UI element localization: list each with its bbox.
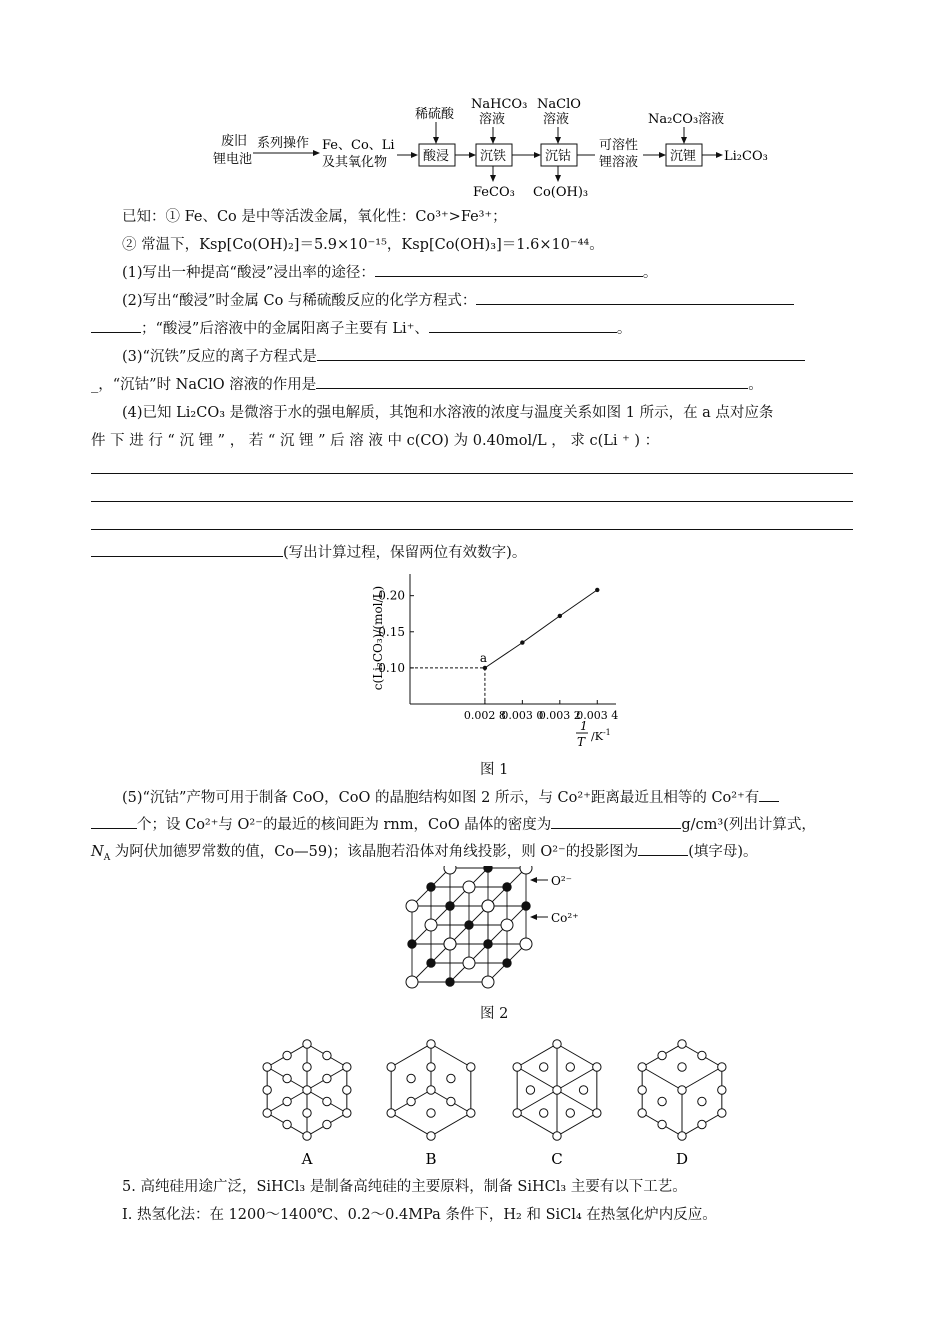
projected-oxide-ion (323, 1120, 331, 1128)
cobalt-ion (446, 902, 454, 910)
question-3a: (3)“沉铁”反应的离子方程式是 (122, 346, 890, 368)
projected-oxide-ion (427, 1063, 435, 1071)
oxide-ion (482, 900, 494, 912)
projected-oxide-ion (407, 1074, 415, 1082)
cobalt-ion (465, 921, 473, 929)
x-tick-label: 0.002 8 (463, 709, 506, 722)
projected-oxide-ion (553, 1040, 561, 1048)
answer-line-4-3[interactable] (91, 529, 853, 530)
answer-blank-3b[interactable] (316, 374, 748, 389)
projected-oxide-ion (303, 1086, 311, 1094)
projected-oxide-ion (638, 1086, 646, 1094)
answer-blank-2b[interactable] (91, 318, 141, 333)
flow-out3: Co(OH)₃ (533, 185, 589, 200)
question-2a: (2)写出“酸浸”时金属 Co 与稀硫酸反应的化学方程式： (122, 290, 890, 312)
known-2: ② 常温下，Ksp[Co(OH)₂]＝5.9×10⁻¹⁵，Ksp[Co(OH)₃]＝1.6×10⁻⁴⁴。 (122, 237, 604, 253)
question-3b: _，“沉钴”时 NaClO 溶液的作用是 。 (91, 374, 859, 396)
y-tick-label: 0.10 (378, 660, 405, 675)
figure-2-crystal-cell (400, 866, 590, 996)
data-point (595, 588, 599, 592)
projected-oxide-ion (427, 1040, 435, 1048)
known-1: 已知：① Fe、Co 是中等活泼金属，氧化性：Co³⁺>Fe³⁺； (122, 209, 507, 225)
projected-oxide-ion (323, 1074, 331, 1082)
cobalt-ion (408, 940, 416, 948)
answer-line-4-2[interactable] (91, 501, 853, 502)
answer-blank-2c[interactable] (429, 318, 617, 333)
flow-op-label: 系列操作 (257, 136, 310, 151)
flow-material-line2: 及其氧化物 (322, 155, 388, 170)
projected-oxide-ion (513, 1063, 521, 1071)
projected-oxide-ion (678, 1063, 686, 1071)
flow-start-line1: 废旧 (221, 134, 248, 149)
projected-oxide-ion (263, 1063, 271, 1071)
svg-text:T: T (577, 735, 586, 749)
projected-oxide-ion (343, 1086, 351, 1094)
projected-oxide-ion (283, 1120, 291, 1128)
question-5b: 个；设 Co²⁺与 O²⁻的最近的核间距为 rnm，CoO 晶体的密度为 g/cm³(列出计算式， (91, 814, 859, 836)
figure-1-caption: 图 1 (480, 762, 509, 778)
question-5a: (5)“沉钴”产物可用于制备 CoO，CoO 的晶胞结构如图 2 所示，与 Co²⁺距离最近且相等的 Co²⁺有 (122, 787, 890, 809)
projected-oxide-ion (553, 1132, 561, 1140)
label-cobalt: Co²⁺ (551, 911, 579, 925)
x-axis-label (576, 719, 611, 749)
question-4-tail: (写出计算过程，保留两位有效数字)。 (91, 542, 859, 564)
answer-blank-5c[interactable] (551, 814, 681, 829)
oxide-ion (406, 976, 418, 988)
question-1: (1)写出一种提高“酸浸”浸出率的途径： 。 (122, 262, 890, 284)
projected-oxide-ion (283, 1051, 291, 1059)
projected-oxide-ion (678, 1132, 686, 1140)
figure-1-chart (360, 566, 630, 756)
flow-reagent1: 稀硫酸 (415, 107, 455, 122)
projected-oxide-ion (447, 1074, 455, 1082)
cobalt-ion (522, 902, 530, 910)
problem-5-part1: Ⅰ. 热氢化法：在 1200～1400℃、0.2～0.4MPa 条件下，H₂ 和 SiCl₄ 在热氢化炉内反应。 (122, 1207, 717, 1223)
projected-oxide-ion (467, 1063, 475, 1071)
flow-reagent3-line1: NaClO (537, 97, 581, 112)
projection-options (250, 1034, 750, 1169)
projected-oxide-ion (263, 1109, 271, 1117)
flow-reagent2-line1: NaHCO₃ (471, 97, 528, 112)
projected-oxide-ion (698, 1097, 706, 1105)
answer-blank-3a[interactable] (317, 346, 805, 361)
projected-oxide-ion (658, 1097, 666, 1105)
option-c-label[interactable]: C (551, 1150, 563, 1168)
projected-oxide-ion (407, 1097, 415, 1105)
x-tick-label: 0.003 0 (501, 709, 544, 722)
projected-oxide-ion (513, 1109, 521, 1117)
flow-product: Li₂CO₃ (724, 149, 768, 164)
projected-oxide-ion (658, 1051, 666, 1059)
projected-oxide-ion (427, 1109, 435, 1117)
oxide-ion (463, 881, 475, 893)
projected-oxide-ion (698, 1051, 706, 1059)
oxide-ion (406, 900, 418, 912)
projected-oxide-ion (540, 1109, 548, 1117)
projected-oxide-ion (638, 1109, 646, 1117)
projected-oxide-ion (593, 1063, 601, 1071)
flow-mid-line2: 锂溶液 (599, 155, 639, 170)
flow-box1-label: 酸浸 (423, 149, 450, 164)
oxide-ion (482, 976, 494, 988)
data-point (558, 614, 562, 618)
projected-oxide-ion (678, 1086, 686, 1094)
option-a-label[interactable]: A (301, 1150, 313, 1168)
projected-oxide-ion (343, 1109, 351, 1117)
projected-oxide-ion (553, 1086, 561, 1094)
cobalt-ion (503, 883, 511, 891)
flow-reagent3-line2: 溶液 (543, 112, 570, 127)
projected-oxide-ion (579, 1086, 587, 1094)
option-b-label[interactable]: B (425, 1150, 437, 1168)
projected-oxide-ion (283, 1074, 291, 1082)
flow-out2: FeCO₃ (473, 185, 515, 200)
oxide-ion (501, 919, 513, 931)
projected-oxide-ion (387, 1109, 395, 1117)
projected-oxide-ion (303, 1040, 311, 1048)
flow-material-line1: Fe、Co、Li (322, 138, 395, 153)
answer-blank-1[interactable] (375, 262, 643, 277)
data-point (483, 666, 487, 670)
oxide-ion (520, 938, 532, 950)
flow-reagent4: Na₂CO₃溶液 (648, 112, 725, 127)
projected-oxide-ion (566, 1109, 574, 1117)
cobalt-ion (484, 866, 492, 872)
series-line (485, 590, 597, 668)
flow-start-line2: 锂电池 (213, 152, 253, 167)
oxide-ion (444, 938, 456, 950)
projected-oxide-ion (718, 1086, 726, 1094)
projected-oxide-ion (718, 1109, 726, 1117)
answer-blank-5d[interactable] (638, 841, 688, 856)
cobalt-ion (503, 959, 511, 967)
projected-oxide-ion (427, 1086, 435, 1094)
question-4a: (4)已知 Li₂CO₃ 是微溶于水的强电解质，其饱和水溶液的浓度与温度关系如图 1 所示，在 a 点对应条 (122, 405, 774, 421)
projected-oxide-ion (263, 1086, 271, 1094)
projected-oxide-ion (593, 1109, 601, 1117)
question-4b: 件 下 进 行 “ 沉 锂 ” ， 若 “ 沉 锂 ” 后 溶 液 中 c(CO) 为 0.40mol/L ， 求 c(Li ⁺ ) ： (91, 433, 660, 449)
y-tick-label: 0.20 (378, 588, 405, 603)
projected-oxide-ion (303, 1063, 311, 1071)
flow-reagent2-line2: 溶液 (479, 112, 506, 127)
cobalt-ion (446, 978, 454, 986)
projected-oxide-ion (467, 1109, 475, 1117)
oxide-ion (444, 866, 456, 874)
projected-oxide-ion (387, 1063, 395, 1071)
answer-line-4-1[interactable] (91, 473, 853, 474)
process-flowchart (205, 95, 785, 203)
projected-oxide-ion (658, 1120, 666, 1128)
oxide-ion (463, 957, 475, 969)
answer-blank-4[interactable] (91, 542, 283, 557)
projected-oxide-ion (678, 1040, 686, 1048)
cobalt-ion (427, 883, 435, 891)
projected-oxide-ion (427, 1132, 435, 1140)
option-d-label[interactable]: D (675, 1150, 689, 1168)
flow-mid-line1: 可溶性 (599, 138, 639, 153)
answer-blank-5a[interactable] (759, 787, 779, 802)
projected-oxide-ion (303, 1132, 311, 1140)
projected-oxide-ion (718, 1063, 726, 1071)
question-2b: ；“酸浸”后溶液中的金属阳离子主要有 Li⁺、 。 (91, 318, 859, 340)
answer-blank-5b[interactable] (91, 814, 137, 829)
problem-5-intro: 5. 高纯硅用途广泛，SiHCl₃ 是制备高纯硅的主要原料，制备 SiHCl₃ 主要有以下工艺。 (122, 1179, 687, 1195)
oxide-ion (520, 866, 532, 874)
projected-oxide-ion (447, 1097, 455, 1105)
figure-2-caption: 图 2 (480, 1006, 509, 1022)
flow-box3-label: 沉钴 (545, 149, 572, 164)
cobalt-ion (427, 959, 435, 967)
svg-text:1: 1 (580, 719, 588, 733)
projected-oxide-ion (283, 1097, 291, 1105)
flow-box4-label: 沉锂 (670, 149, 697, 164)
projected-oxide-ion (526, 1086, 534, 1094)
projected-oxide-ion (566, 1063, 574, 1071)
oxide-ion (425, 919, 437, 931)
projected-oxide-ion (638, 1063, 646, 1071)
projected-oxide-ion (343, 1063, 351, 1071)
projected-oxide-ion (303, 1109, 311, 1117)
question-5c: $N_A$ 为阿伏加德罗常数的值，Co—59)；该晶胞若沿体对角线投影，则 O²⁻的投影图为 (填字母)。 (91, 841, 859, 869)
x-tick-label: 0.003 4 (576, 709, 619, 722)
data-point (520, 640, 524, 644)
y-axis-label: c(Li₂CO₃)/(mol/L) (371, 585, 385, 691)
projected-oxide-ion (698, 1120, 706, 1128)
projected-oxide-ion (540, 1063, 548, 1071)
projected-oxide-ion (323, 1097, 331, 1105)
label-oxide: O²⁻ (551, 874, 572, 888)
y-tick-label: 0.15 (378, 624, 405, 639)
flow-box2-label: 沉铁 (480, 149, 507, 164)
x-tick-label: 0.003 2 (538, 709, 581, 722)
answer-blank-2a[interactable] (476, 290, 794, 305)
projected-oxide-ion (323, 1051, 331, 1059)
point-a-label: a (479, 650, 488, 665)
svg-text:/K-1: $/K^{-1}$ (591, 728, 611, 743)
cobalt-ion (484, 940, 492, 948)
